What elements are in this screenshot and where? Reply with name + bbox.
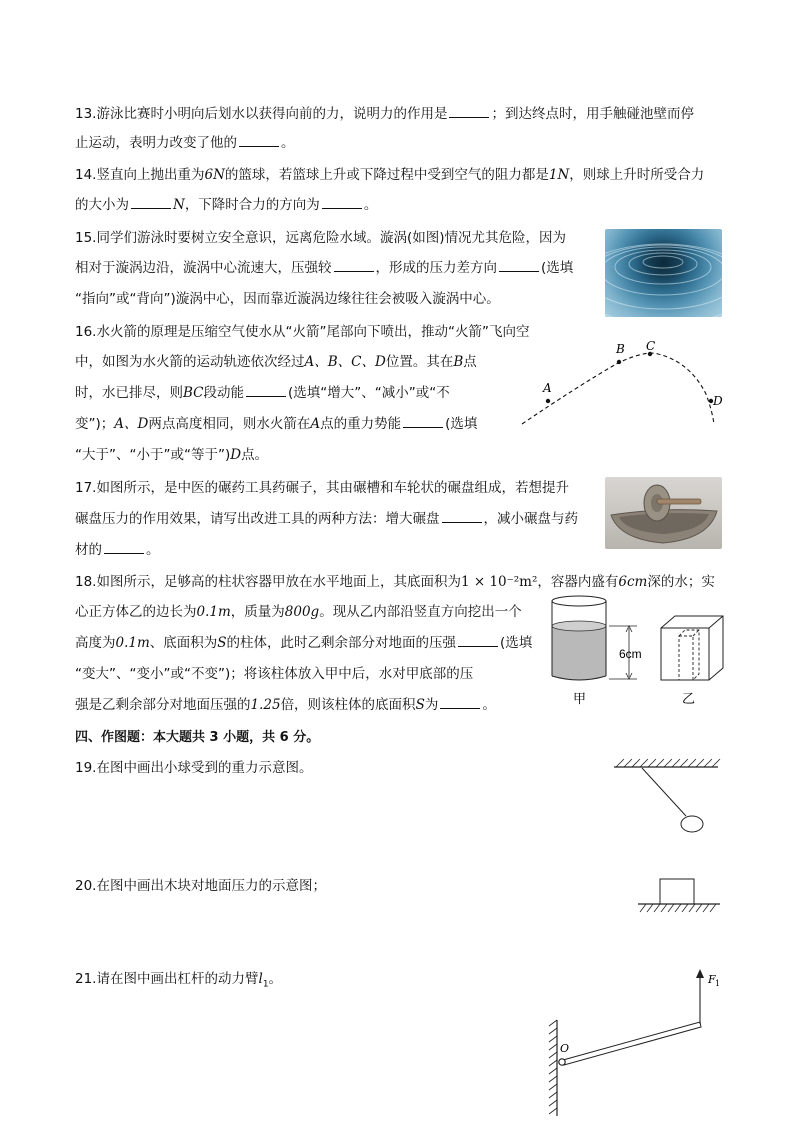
q15-text-b: 相对于漩涡边沿，漩涡中心流速大，压强较 xyxy=(75,260,332,276)
q17-line1 xyxy=(75,478,569,498)
container-jia xyxy=(552,596,606,680)
ball xyxy=(681,816,703,832)
q16-blank-2[interactable] xyxy=(403,414,443,428)
q16-text-k: (选填 xyxy=(445,416,478,432)
q18-text-g: 高度为 xyxy=(75,635,116,651)
q15-text-a: 15.同学们游泳时要树立安全意识，远离危险水域。漩涡(如图)情况尤其危险，因为 xyxy=(75,230,567,246)
q16-text-h: 变”)； xyxy=(75,416,115,432)
q17-text-e: 。 xyxy=(146,542,160,558)
medicine-grinder-photo xyxy=(605,477,722,549)
q20-text: 20.在图中画出木块对地面压力的示意图； xyxy=(75,878,326,894)
q14-text-f: 。 xyxy=(363,197,378,213)
q18-text-k: “变大”、“变小”或“不变”)；将该柱体放入甲中后，水对甲底部的压 xyxy=(75,666,474,682)
q16-math-ad: A、D xyxy=(114,416,149,432)
q18-line4 xyxy=(75,664,473,684)
whirlpool-photo xyxy=(605,229,722,317)
point-a xyxy=(546,399,550,403)
label-f-sub: 1 xyxy=(715,979,721,988)
q14-text-a: 14.竖直向上抛出重为 xyxy=(75,167,205,183)
q21-math-sub: 1 xyxy=(262,979,269,990)
q15-line2 xyxy=(75,258,573,278)
q18-math-mass: 800g xyxy=(284,604,320,620)
q14-text-d: 的大小为 xyxy=(75,197,129,213)
q16-line4 xyxy=(75,414,477,434)
q16-text-d: 点 xyxy=(463,354,477,370)
q18-text-a: 18.如图所示，足够高的柱状容器甲放在水平地面上，其底面积为 xyxy=(75,574,461,590)
q16-text-m: 点。 xyxy=(241,447,269,463)
q18-math-s2: S xyxy=(415,697,425,713)
ceiling-hatch xyxy=(616,759,720,767)
q16-line2 xyxy=(75,352,477,372)
q14-math-1n: 1N xyxy=(548,167,570,183)
ground-hatch xyxy=(640,904,716,912)
q18-text-n: 为 xyxy=(424,697,439,713)
q16-math-b: B xyxy=(453,354,464,370)
grinder-icon xyxy=(605,477,722,549)
q16-text-j: 点的重力势能 xyxy=(320,416,402,432)
q13-blank-1[interactable] xyxy=(449,104,489,118)
label-a: A xyxy=(543,381,552,395)
lever-figure xyxy=(540,964,730,1119)
q18-text-o: 。 xyxy=(482,697,496,713)
q18-math-6cm: 6cm xyxy=(618,574,648,590)
q21-math-l: l xyxy=(258,971,263,987)
q16-math-d: D xyxy=(230,447,242,463)
q14-line2 xyxy=(75,195,377,215)
q15-line3 xyxy=(75,289,500,309)
q14-blank-1[interactable] xyxy=(131,195,171,209)
q13-text-b: ；到达终点时，用手触碰池壁而停 xyxy=(491,106,694,122)
q16-blank-1[interactable] xyxy=(246,383,286,397)
label-jia: 甲 xyxy=(573,692,587,707)
wood-block xyxy=(660,879,694,904)
q14-line1 xyxy=(75,165,704,185)
q16-text-i: 两点高度相同，则水火箭在 xyxy=(148,416,311,432)
wood-block-figure xyxy=(636,876,722,916)
q18-text-m: 倍，则该柱体的底面积 xyxy=(280,697,416,713)
q17-text-d: 材的 xyxy=(75,542,102,558)
q18-math-s: S xyxy=(217,635,227,651)
q18-math-height: 0.1m xyxy=(115,635,150,651)
section-four-heading: 四、作图题：本大题共 3 小题，共 6 分。 xyxy=(75,730,320,745)
q18-blank-1[interactable] xyxy=(458,633,498,647)
q18-math-ratio: 1.25 xyxy=(250,697,281,713)
lever-bar xyxy=(563,1022,701,1065)
string-line xyxy=(642,768,686,816)
label-o: O xyxy=(560,1042,570,1055)
q16-text-c: 位置。其在 xyxy=(385,354,454,370)
q21-text-a: 21.请在图中画出杠杆的动力臂 xyxy=(75,971,259,987)
q16-line3 xyxy=(75,383,450,403)
label-yi: 乙 xyxy=(682,692,696,707)
q18-blank-2[interactable] xyxy=(440,695,480,709)
point-b xyxy=(617,360,621,364)
q16-math-abcd: A、B、C、D xyxy=(304,354,386,370)
q17-text-b: 碾盘压力的作用效果，请写出改进工具的两种方法：增大碾盘 xyxy=(75,511,440,527)
q14-math-n: N xyxy=(173,197,185,213)
q13-text-c: 止运动，表明力改变了他的 xyxy=(75,135,237,151)
q18-text-b: ，容器内盛有 xyxy=(537,574,619,590)
q13-blank-2[interactable] xyxy=(239,133,279,147)
q18-line2 xyxy=(75,602,522,622)
whirlpool-swirl-icon xyxy=(605,229,722,317)
label-f: F xyxy=(708,973,716,986)
q18-line5 xyxy=(75,695,496,715)
q16-text-e: 时，水已排尽，则 xyxy=(75,385,183,401)
q18-text-i: 的柱体，此时乙剩余部分对地面的压强 xyxy=(226,635,457,651)
q16-line1 xyxy=(75,322,529,342)
container-cube-figure xyxy=(545,592,730,712)
q15-line1 xyxy=(75,228,566,248)
pendulum-ball-figure xyxy=(612,756,722,836)
cube-yi xyxy=(661,616,723,680)
q13-text-a: 13.游泳比赛时小明向后划水以获得向前的力，说明力的作用是 xyxy=(75,106,448,122)
q16-text-f: 段动能 xyxy=(203,385,245,401)
q16-text-l: “大于”、“小于”或“等于”) xyxy=(75,447,231,463)
q18-text-d: 心正方体乙的边长为 xyxy=(75,604,197,620)
q16-math-a: A xyxy=(310,416,321,432)
q17-line2 xyxy=(75,509,578,529)
q18-text-j: (选填 xyxy=(500,635,533,651)
q19-text: 19.在图中画出小球受到的重力示意图。 xyxy=(75,760,313,776)
q18-text-h: 、底面积为 xyxy=(149,635,218,651)
q16-text-g: (选填“增大”、“减小”或“不 xyxy=(288,385,450,401)
q18-text-f: 。现从乙内部沿竖直方向挖出一个 xyxy=(319,604,522,620)
q13-line1 xyxy=(75,104,694,124)
q18-math-area: 1 × 10⁻²m² xyxy=(460,574,538,590)
q14-text-c: ，则球上升时所受合力 xyxy=(569,167,705,183)
wall-hatch xyxy=(549,1020,557,1114)
q13-line2 xyxy=(75,133,295,153)
q16-text-b: 中，如图为水火箭的运动轨迹依次经过 xyxy=(75,354,305,370)
rocket-trajectory-figure xyxy=(518,338,728,430)
q18-line3 xyxy=(75,633,532,653)
label-b: B xyxy=(616,342,625,356)
q18-text-l: 强是乙剩余部分对地面压强的 xyxy=(75,697,251,713)
q14-math-6n: 6N xyxy=(204,167,225,183)
q14-blank-2[interactable] xyxy=(322,195,362,209)
label-c: C xyxy=(646,339,656,353)
q13-text-d: 。 xyxy=(281,135,295,151)
pivot-o xyxy=(559,1059,565,1065)
q15-text-d: (选填 xyxy=(541,260,574,276)
q21-text-b: 。 xyxy=(268,971,283,987)
q14-text-e: ，下降时合力的方向为 xyxy=(184,197,320,213)
q14-text-b: 的篮球，若篮球上升或下降过程中受到空气的阻力都是 xyxy=(224,167,549,183)
force-arrowhead xyxy=(696,969,704,978)
q17-text-a: 17.如图所示，是中医的碾药工具药碾子，其由碾槽和车轮状的碾盘组成，若想提升 xyxy=(75,480,569,496)
depth-label: 6cm xyxy=(619,647,642,661)
label-d: D xyxy=(713,394,723,408)
q17-blank-2[interactable] xyxy=(104,540,144,554)
q18-math-edge: 0.1m xyxy=(196,604,231,620)
q16-math-bc: BC xyxy=(183,385,204,401)
q18-text-c: 深的水；实 xyxy=(647,574,715,590)
q15-text-c: ，形成的压力差方向 xyxy=(375,260,497,276)
q15-blank-2[interactable] xyxy=(499,258,539,272)
q18-line1 xyxy=(75,572,715,592)
q18-text-e: ，质量为 xyxy=(230,604,285,620)
q16-line5 xyxy=(75,445,268,465)
q17-text-c: ，减小碾盘与药 xyxy=(483,511,578,527)
q15-text-e: “指向”或“背向”)漩涡中心，因而靠近漩涡边缘往往会被吸入漩涡中心。 xyxy=(75,291,500,307)
q16-text-a: 16.水火箭的原理是压缩空气使水从“火箭”尾部向下喷出，推动“火箭”飞向空 xyxy=(75,324,530,340)
q17-line3 xyxy=(75,540,160,560)
q17-blank-1[interactable] xyxy=(442,509,482,523)
q21-line xyxy=(75,969,282,995)
q15-blank-1[interactable] xyxy=(334,258,374,272)
